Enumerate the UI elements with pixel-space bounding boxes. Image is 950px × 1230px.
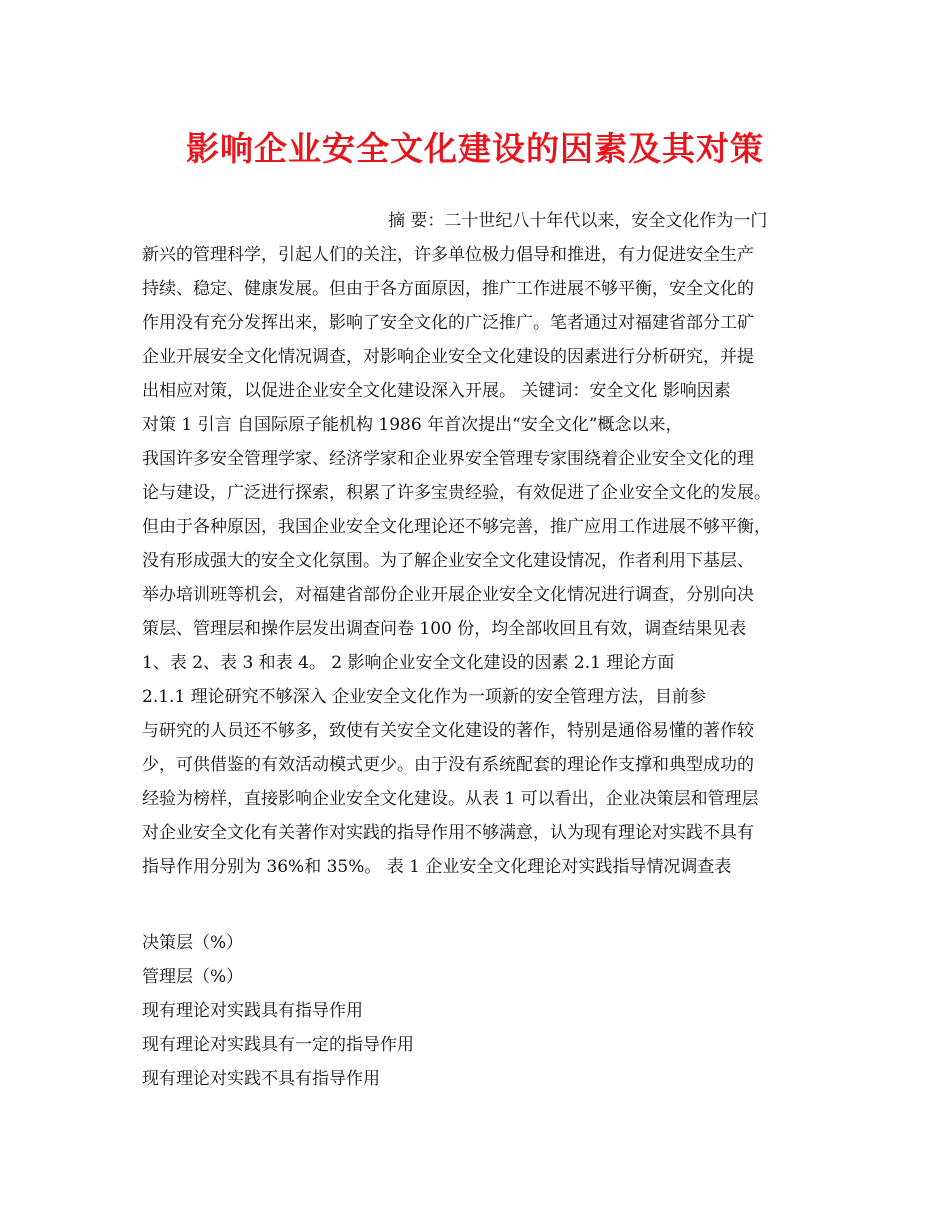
document-title: 影响企业安全文化建设的因素及其对策 bbox=[186, 129, 764, 168]
body-line: 举办培训班等机会，对福建省部份企业开展企业安全文化情况进行调查，分别向决 bbox=[142, 585, 754, 605]
body-line: 持续、稳定、健康发展。但由于各方面原因，推广工作进展不够平衡，安全文化的 bbox=[142, 279, 754, 299]
body-line: 摘 要：二十世纪八十年代以来，安全文化作为一门 bbox=[388, 211, 768, 231]
body-line: 对企业安全文化有关著作对实践的指导作用不够满意，认为现有理论对实践不具有 bbox=[142, 823, 754, 843]
table-row: 决策层（%） bbox=[142, 933, 244, 953]
body-line: 2.1.1 理论研究不够深入 企业安全文化作为一项新的安全管理方法，目前参 bbox=[142, 687, 707, 707]
body-line: 我国许多安全管理学家、经济学家和企业界安全管理专家围绕着企业安全文化的理 bbox=[142, 449, 754, 469]
body-line: 经验为榜样，直接影响企业安全文化建设。从表 1 可以看出，企业决策层和管理层 bbox=[142, 789, 759, 809]
survey-table bbox=[142, 926, 818, 1096]
table-row: 现有理论对实践具有指导作用 bbox=[142, 1001, 363, 1021]
body-line: 论与建设，广泛进行探索，积累了许多宝贵经验，有效促进了企业安全文化的发展。 bbox=[142, 483, 771, 503]
body-line: 策层、管理层和操作层发出调查问卷 100 份，均全部收回且有效，调查结果见表 bbox=[142, 619, 747, 639]
table-row: 现有理论对实践具有一定的指导作用 bbox=[142, 1035, 414, 1055]
table-row: 现有理论对实践不具有指导作用 bbox=[142, 1069, 380, 1089]
body-line: 对策 1 引言 自国际原子能机构 1986 年首次提出“安全文化”概念以来， bbox=[142, 415, 683, 435]
body-line: 但由于各种原因，我国企业安全文化理论还不够完善，推广应用工作进展不够平衡， bbox=[142, 517, 771, 537]
document-body bbox=[142, 204, 818, 884]
body-line: 指导作用分别为 36%和 35%。 表 1 企业安全文化理论对实践指导情况调查表 bbox=[142, 857, 732, 877]
table-row: 管理层（%） bbox=[142, 967, 244, 987]
body-line: 1、表 2、表 3 和表 4。 2 影响企业安全文化建设的因素 2.1 理论方面 bbox=[142, 653, 675, 673]
body-line: 作用没有充分发挥出来，影响了安全文化的广泛推广。笔者通过对福建省部分工矿 bbox=[142, 313, 754, 333]
body-line: 少，可供借鉴的有效活动模式更少。由于没有系统配套的理论作支撑和典型成功的 bbox=[142, 755, 754, 775]
body-line: 与研究的人员还不够多，致使有关安全文化建设的著作，特别是通俗易懂的著作较 bbox=[142, 721, 754, 741]
body-line: 没有形成强大的安全文化氛围。为了解企业安全文化建设情况，作者利用下基层、 bbox=[142, 551, 754, 571]
body-line: 企业开展安全文化情况调查，对影响企业安全文化建设的因素进行分析研究，并提 bbox=[142, 347, 754, 367]
body-line: 新兴的管理科学，引起人们的关注，许多单位极力倡导和推进，有力促进安全生产 bbox=[142, 245, 754, 265]
body-line: 出相应对策，以促进企业安全文化建设深入开展。 关键词：安全文化 影响因素 bbox=[142, 381, 731, 401]
